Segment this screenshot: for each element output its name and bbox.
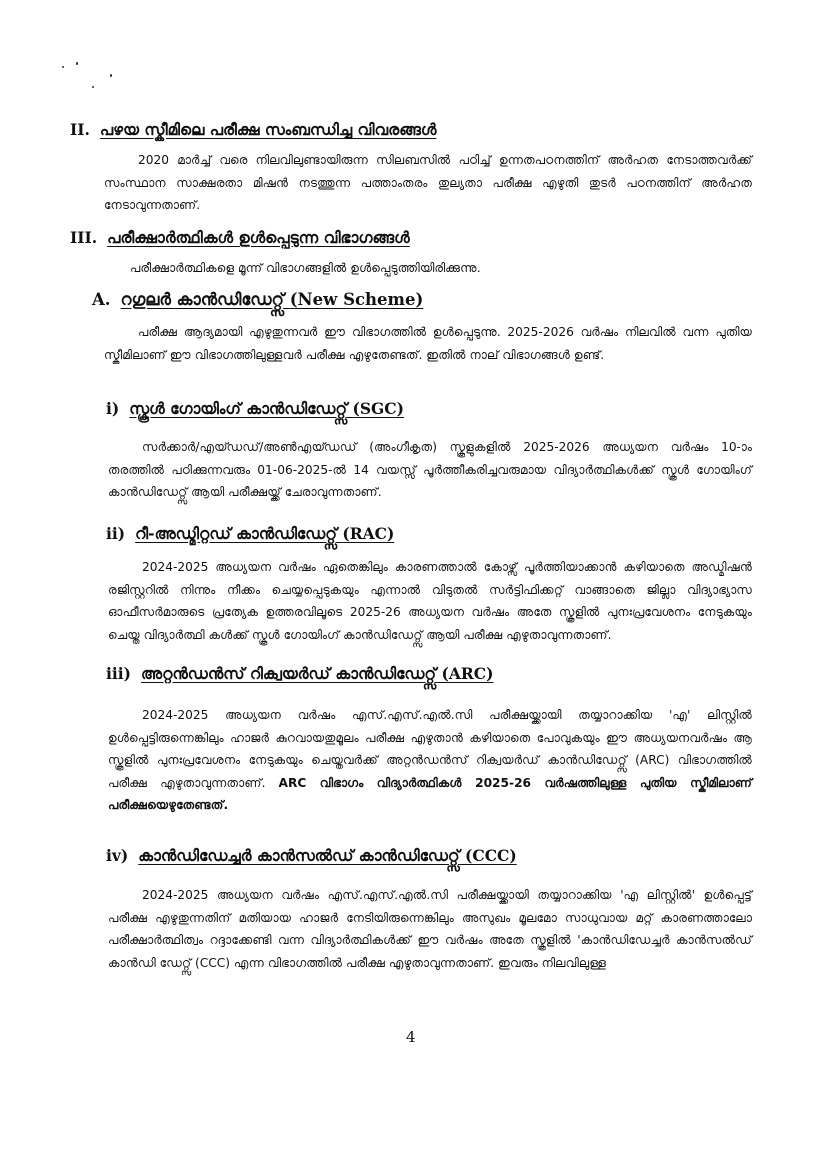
sgc-heading	[106, 399, 404, 419]
sub-number: i)	[106, 399, 120, 418]
section-ii-paragraph: 2020 മാർച്ച് വരെ നിലവിലുണ്ടായിരുന്ന സിലബസിൽ പഠിച്ച് ഉന്നതപഠനത്തിന് അർഹത നേടാത്തവർക്ക് സംസ്ഥാന സാക്ഷരതാ മിഷൻ നടത്തുന്ന പത്താംതരം തുല്യതാ പരീക്ഷ എഴുതി തുടർ പഠനത്തിന് അർഹത നേടാവുന്നതാണ്.	[104, 153, 752, 212]
sub-number: iii)	[106, 664, 131, 683]
sub-title	[135, 525, 394, 543]
sub-title-en: (RAC)	[342, 524, 395, 543]
sub-title-en: (SGC)	[352, 399, 404, 418]
section-title: പരീക്ഷാർത്ഥികൾ ഉൾപ്പെടുന്ന വിഭാഗങ്ങൾ	[107, 229, 410, 247]
sub-title-en: (CCC)	[465, 846, 517, 865]
scan-specks	[60, 60, 120, 100]
sub-title-ml: അറ്റൻഡൻസ് റിക്വയർഡ് കാൻഡിഡേറ്റ്സ്	[141, 665, 437, 683]
section-letter: A.	[92, 290, 111, 309]
arc-paragraph-text: 2024-2025 അധ്യയന വർഷം എസ്.എസ്.എൽ.സി പരീക്ഷയ്ക്കായി തയ്യാറാക്കിയ 'എ' ലിസ്റ്റിൽ ഉൾപ്പെട്ടിരുന്നെങ്കിലും ഹാജർ കുറവായതുമൂലം പരീക്ഷ എഴുതാൻ കഴിയാതെ പോവുകയും ഈ അധ്യയനവർഷം ആ സ്കൂളിൽ പുനഃപ്രവേശനം നേടുകയും ചെയ്തവർക്ക് അറ്റൻഡൻസ് റിക്വയർഡ് കാൻഡിഡേറ്റ്സ് (ARC) വിഭാഗത്തിൽ പരീക്ഷ എഴുതാവുന്നതാണ്.	[108, 708, 752, 790]
arc-heading	[106, 664, 493, 684]
section-number: III.	[70, 228, 98, 247]
section-iii-heading	[70, 228, 410, 248]
ccc-heading	[106, 846, 517, 866]
ccc-paragraph: 2024-2025 അധ്യയന വർഷം എസ്.എസ്.എൽ.സി പരീക്ഷയ്ക്കായി തയ്യാറാക്കിയ 'എ ലിസ്റ്റിൽ' ഉൾപ്പെട്ട് പരീക്ഷ എഴുതുന്നതിന് മതിയായ ഹാജർ നേടിയിരുന്നെങ്കിലും അസുഖം മൂലമോ സാധുവായ മറ്റ് കാരണത്താലോ പരീക്ഷാർത്ഥിത്വം റദ്ദാക്കേണ്ടി വന്ന വിദ്യാർത്ഥികൾക്ക് ഈ വർഷം അതേ സ്കൂളിൽ 'കാൻഡിഡേച്ചർ കാൻസൽഡ് കാൻഡി ഡേറ്റ്സ് (CCC) എന്ന വിഭാഗത്തിൽ പരീക്ഷ എഴുതാവുന്നതാണ്. ഇവരും നിലവിലുള്ള	[108, 888, 752, 970]
sub-title-ml: കാൻഡിഡേച്ചർ കാൻസൽഡ് കാൻഡിഡേറ്റ്സ്	[138, 847, 460, 865]
page-number: 4	[406, 1028, 416, 1046]
rac-paragraph: 2024-2025 അധ്യയന വർഷം ഏതെങ്കിലും കാരണത്താൽ കോഴ്സ് പൂർത്തിയാക്കാൻ കഴിയാതെ അഡ്മിഷൻ രജിസ്റ്ററിൽ നിന്നും നീക്കം ചെയ്യപ്പെടുകയും എന്നാൽ വിടുതൽ സർട്ടിഫിക്കറ്റ് വാങ്ങാതെ ജില്ലാ വിദ്യാഭ്യാസ ഓഫീസർമാരുടെ പ്രത്യേക ഉത്തരവിലൂടെ 2025-26 അധ്യയന വർഷം അതേ സ്കൂളിൽ പുനഃപ്രവേശനം നേടുകയും ചെയ്ത വിദ്യാർത്ഥി കൾക്ക് സ്കൂൾ ഗോയിംഗ് കാൻഡിഡേറ്റ്സ് ആയി പരീക്ഷ എഴുതാവുന്നതാണ്.	[108, 560, 752, 642]
section-title-ml: റഗുലർ കാൻഡിഡേറ്റ്സ്	[120, 290, 284, 309]
sub-title	[138, 847, 516, 865]
section-title-en: (New Scheme)	[289, 290, 424, 309]
sub-title-ml: റീ-അഡ്മിറ്റഡ് കാൻഡിഡേറ്റ്സ്	[135, 525, 337, 543]
section-number: II.	[70, 120, 90, 139]
section-a-heading	[92, 290, 423, 310]
section-title	[121, 290, 424, 309]
section-ii-heading	[70, 120, 436, 140]
sub-title-ml: സ്കൂൾ ഗോയിംഗ് കാൻഡിഡേറ്റ്സ്	[129, 400, 348, 418]
section-a-paragraph: പരീക്ഷ ആദ്യമായി എഴുതുന്നവർ ഈ വിഭാഗത്തിൽ ഉൾപ്പെടുന്നു. 2025-2026 വർഷം നിലവിൽ വന്ന പുതിയ സ്കീമിലാണ് ഈ വിഭാഗത്തിലുള്ളവർ പരീക്ഷ എഴുതേണ്ടത്. ഇതിൽ നാല് വിഭാഗങ്ങൾ ഉണ്ട്.	[104, 325, 752, 362]
sgc-paragraph: സർക്കാർ/എയ്ഡഡ്/അൺഎയ്ഡഡ് (അംഗീകൃത) സ്കൂളുകളിൽ 2025-2026 അധ്യയന വർഷം 10-ാം തരത്തിൽ പഠിക്കുന്നവരും 01-06-2025-ൽ 14 വയസ്സ് പൂർത്തീകരിച്ചവരുമായ വിദ്യാർത്ഥികൾക്ക് സ്കൂൾ ഗോയിംഗ് കാൻഡിഡേറ്റ്സ് ആയി പരീക്ഷയ്ക്ക് ചേരാവുന്നതാണ്.	[108, 440, 752, 499]
sub-number: iv)	[106, 846, 129, 865]
sub-title	[141, 665, 493, 683]
arc-paragraph	[108, 704, 752, 817]
sub-number: ii)	[106, 524, 126, 543]
sub-title-en: (ARC)	[441, 664, 494, 683]
arc-paragraph-bold: ARC വിഭാഗം വിദ്യാർത്ഥികൾ 2025-26 വർഷത്തിലുള്ള പുതിയ സ്കീമിലാണ് പരീക്ഷയെഴുതേണ്ടത്.	[108, 775, 753, 812]
section-title: പഴയ സ്കീമിലെ പരീക്ഷ സംബന്ധിച്ച വിവരങ്ങൾ	[99, 121, 437, 139]
section-iii-paragraph: പരീക്ഷാർത്ഥികളെ മൂന്ന് വിഭാഗങ്ങളിൽ ഉൾപ്പെടുത്തിയിരിക്കുന്നു.	[130, 261, 481, 275]
sub-title	[129, 400, 404, 418]
rac-heading	[106, 524, 394, 544]
